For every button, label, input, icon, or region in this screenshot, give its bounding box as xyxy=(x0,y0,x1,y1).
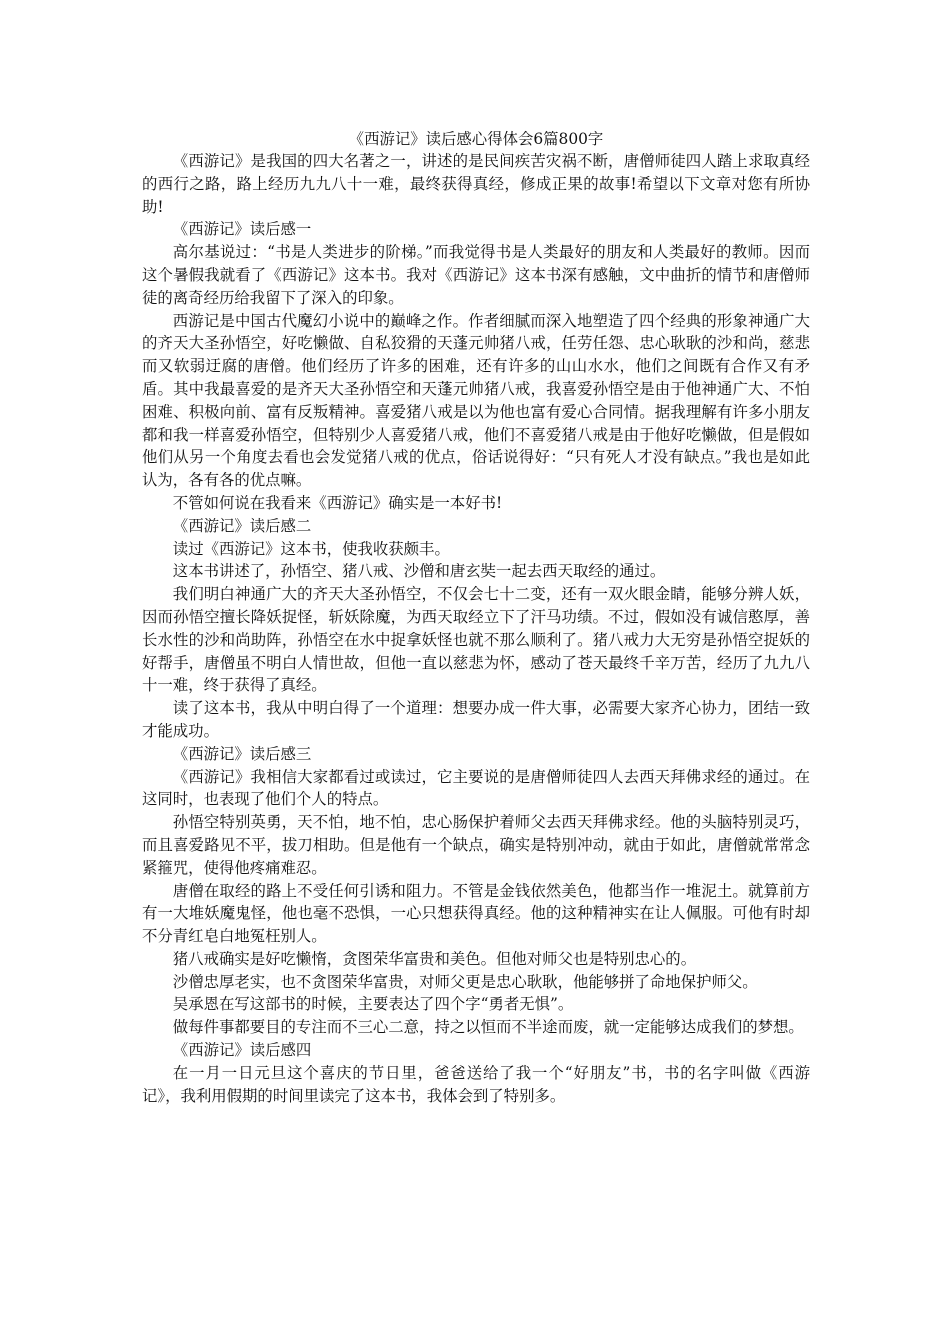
body-paragraph: 不管如何说在我看来《西游记》确实是一本好书! xyxy=(172,493,503,512)
document-body xyxy=(142,150,810,1107)
document-page xyxy=(142,128,810,1107)
body-paragraph: 猪八戒确实是好吃懒惰，贪图荣华富贵和美色。但他对师父也是特别忠心的。 xyxy=(172,949,697,968)
body-paragraph: 唐僧在取经的路上不受任何引诱和阻力。不管是金钱依然美色，他都当作一堆泥土。就算前方有一大堆妖魔鬼怪，他也毫不恐惧，一心只想获得真经。他的这种精神实在让人佩服。可他有时却不分青红皂白地冤枉别人。 xyxy=(142,881,810,946)
body-paragraph: 做每件事都要目的专注而不三心二意，持之以恒而不半途而废，就一定能够达成我们的梦想。 xyxy=(172,1018,804,1037)
body-paragraph: 高尔基说过：“书是人类进步的阶梯。”而我觉得书是人类最好的朋友和人类最好的教师。因而这个暑假我就看了《西游记》这本书。我对《西游记》这本书深有感触，文中曲折的情节和唐僧师徒的离奇经历给我留下了深入的印象。 xyxy=(142,243,810,307)
body-paragraph: 西游记是中国古代魔幻小说中的巅峰之作。作者细腻而深入地塑造了四个经典的形象神通广大的齐天大圣孙悟空，好吃懒做、自私狡猾的天蓬元帅猪八戒，任劳任怨、忠心耿耿的沙和尚，慈悲而又软弱迂腐的唐僧。他们经历了许多的困难，还有许多的山山水水，他们之间既有合作又有矛盾。其中我最喜爱的是齐天大圣孙悟空和天蓬元帅猪八戒，我喜爱孙悟空是由于他神通广大、不怕困难、积极向前、富有反叛精神。喜爱猪八戒是以为他也富有爱心合同情。据我理解有许多小朋友都和我一样喜爱孙悟空，但特别少人喜爱猪八戒，他们不喜爱猪八戒是由于他好吃懒做，但是假如他们从另一个角度去看也会发觉猪八戒的优点，俗话说得好：“只有死人才没有缺点。”我也是如此认为，各有各的优点嘛。 xyxy=(142,311,810,490)
body-paragraph: 沙僧忠厚老实，也不贪图荣华富贵，对师父更是忠心耿耿，他能够拼了命地保护师父。 xyxy=(172,972,758,991)
body-paragraph: 吴承恩在写这部书的时候，主要表达了四个字“勇者无惧”。 xyxy=(172,995,574,1014)
body-paragraph: 在一月一日元旦这个喜庆的节日里，爸爸送给了我一个“好朋友”书，书的名字叫做《西游记》，我利用假期的时间里读完了这本书，我体会到了特别多。 xyxy=(142,1063,810,1105)
body-paragraph: 读过《西游记》这本书，使我收获颇丰。 xyxy=(172,539,450,558)
section-heading: 《西游记》读后感一 xyxy=(172,220,312,239)
document-title: 《西游记》读后感心得体会6篇800字 xyxy=(348,130,604,148)
body-paragraph: 《西游记》我相信大家都看过或读过，它主要说的是唐僧师徒四人去西天拜佛求经的通过。在这同时，也表现了他们个人的特点。 xyxy=(142,767,810,809)
body-paragraph: 读了这本书，我从中明白得了一个道理：想要办成一件大事，必需要大家齐心协力，团结一致才能成功。 xyxy=(142,699,810,740)
body-paragraph: 孙悟空特别英勇，天不怕，地不怕，忠心肠保护着师父去西天拜佛求经。他的头脑特别灵巧，而且喜爱路见不平，拔刀相助。但是他有一个缺点，确实是特别冲动，就由于如此，唐僧就常常念紧箍咒，使得他疼痛难忍。 xyxy=(142,813,810,877)
section-heading: 《西游记》读后感三 xyxy=(172,744,312,763)
body-paragraph: 我们明白神通广大的齐天大圣孙悟空，不仅会七十二变，还有一双火眼金睛，能够分辨人妖，因而孙悟空擅长降妖捉怪，斩妖除魔，为西天取经立下了汗马功绩。不过，假如没有诚信憨厚，善长水性的沙和尚助阵，孙悟空在水中捉拿妖怪也就不那么顺利了。猪八戒力大无穷是孙悟空捉妖的好帮手，唐僧虽不明白人情世故，但他一直以慈悲为怀，感动了苍天最终千辛万苦，经历了九九八十一难，终于获得了真经。 xyxy=(142,585,810,695)
body-paragraph: 这本书讲述了，孙悟空、猪八戒、沙僧和唐玄奘一起去西天取经的通过。 xyxy=(172,562,666,581)
section-heading: 《西游记》读后感二 xyxy=(172,516,312,535)
section-heading: 《西游记》读后感四 xyxy=(172,1041,312,1060)
body-paragraph: 《西游记》是我国的四大名著之一，讲述的是民间疾苦灾祸不断，唐僧师徒四人踏上求取真经的西行之路，路上经历九九八十一难，最终获得真经，修成正果的故事!希望以下文章对您有所协助! xyxy=(142,152,810,216)
